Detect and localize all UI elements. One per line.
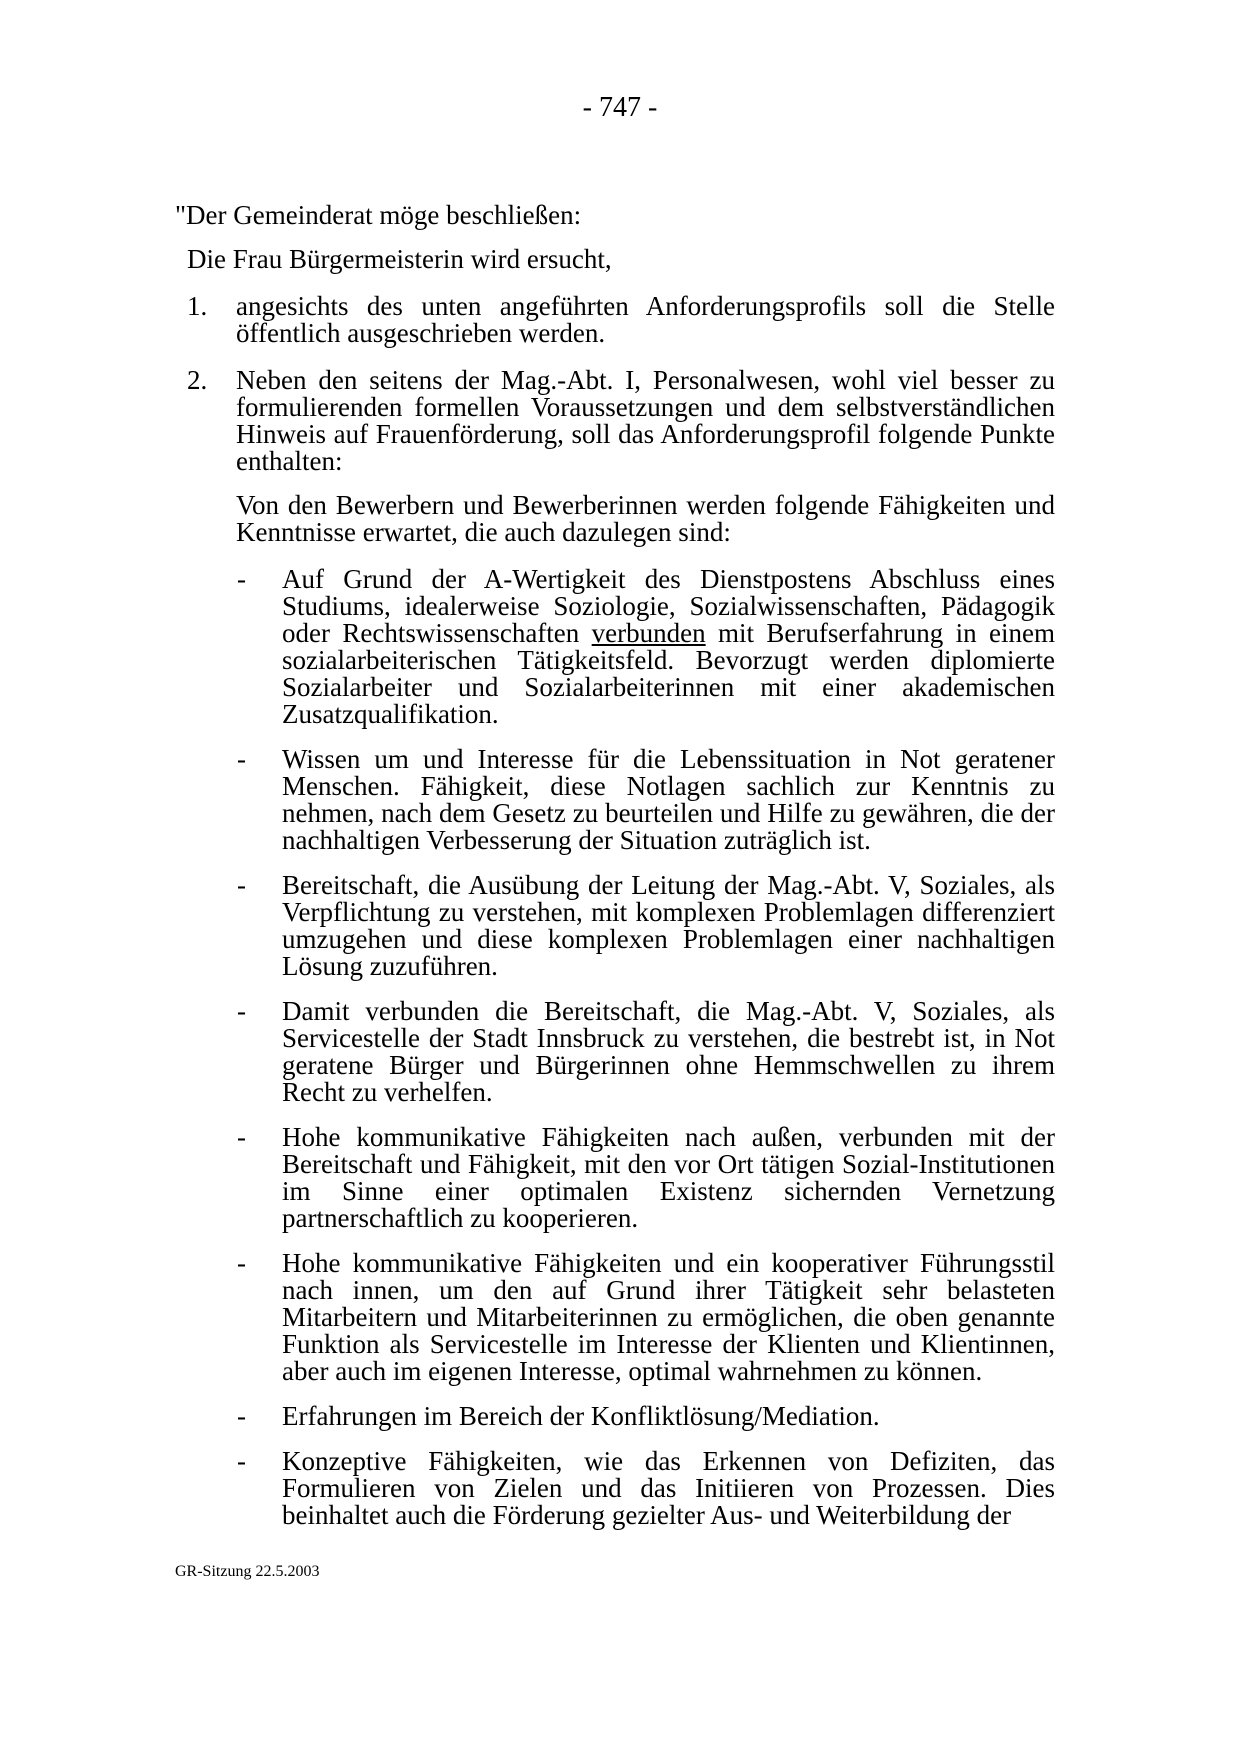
requirements-intro: Von den Bewerbern und Bewerberinnen werden folgende Fähigkeiten und Kenntnisse erwartet, die auch dazulegen sind:: [236, 490, 1055, 547]
numbered-item-2: [175, 367, 1055, 475]
dash-bullet: -: [237, 1248, 246, 1278]
footer-session-date: GR-Sitzung 22.5.2003: [175, 1563, 320, 1580]
item-text: angesichts des unten angeführten Anforderungsprofils soll die Stelle öffentlich ausgeschrieben werden.: [236, 291, 1055, 348]
requirement-text: Konzeptive Fähigkeiten, wie das Erkennen von Defiziten, das Formulieren von Zielen und das Initiieren von Prozessen. Dies beinhaltet auch die Förderung gezielter Aus- und Weiterbildung der: [282, 1446, 1055, 1530]
item-text: Neben den seitens der Mag.-Abt. I, Personalwesen, wohl viel besser zu formulierenden formellen Voraussetzungen und dem selbstverständlichen Hinweis auf Frauenförderung, soll das Anforderungsprofil folgende Punkte enthalten:: [236, 365, 1055, 476]
requirement-text: Bereitschaft, die Ausübung der Leitung der Mag.-Abt. V, Soziales, als Verpflichtung zu verstehen, mit komplexen Problemlagen differenziert umzugehen und diese komplexen Problemlagen einer nachhaltigen Lösung zuzuführen.: [282, 870, 1055, 981]
requirement-item-8: [175, 1448, 1055, 1529]
dash-bullet: -: [237, 870, 246, 900]
requirement-item-1: [175, 566, 1055, 728]
requirement-text: Hohe kommunikative Fähigkeiten nach außen, verbunden mit der Bereitschaft und Fähigkeit, mit den vor Ort tätigen Sozial-Institutionen im Sinne einer optimalen Existenz sichernden Vernetzung partnerschaftlich zu kooperieren.: [282, 1122, 1055, 1233]
requirement-text: Wissen um und Interesse für die Lebenssituation in Not geratener Menschen. Fähigkeit, diese Notlagen sachlich zur Kenntnis zu nehmen, nach dem Gesetz zu beurteilen und Hilfe zu gewähren, die der nachhaltigen Verbesserung der Situation zuträglich ist.: [282, 744, 1055, 855]
numbered-item-1: [175, 293, 1055, 347]
underlined-word: verbunden: [591, 618, 706, 648]
request-line: Die Frau Bürgermeisterin wird ersucht,: [187, 244, 612, 274]
item-number: 1.: [187, 291, 208, 321]
requirement-item-6: [175, 1250, 1055, 1385]
dash-bullet: -: [237, 1401, 246, 1431]
requirement-item-7: [175, 1403, 1055, 1430]
document-body: [175, 202, 1055, 1529]
requirement-item-2: [175, 746, 1055, 854]
motion-intro: "Der Gemeinderat möge beschließen:: [175, 200, 582, 230]
requirement-text: Hohe kommunikative Fähigkeiten und ein kooperativer Führungsstil nach innen, um den auf Grund ihrer Tätigkeit sehr belasteten Mitarbeitern und Mitarbeiterinnen zu ermöglichen, die oben genannte Funktion als Servicestelle im Interesse der Klienten und Klientinnen, aber auch im eigenen Interesse, optimal wahrnehmen zu können.: [282, 1248, 1055, 1386]
requirement-item-5: [175, 1124, 1055, 1232]
requirement-text: Erfahrungen im Bereich der Konfliktlösung/Mediation.: [282, 1401, 880, 1431]
requirement-item-4: [175, 998, 1055, 1106]
dash-bullet: -: [237, 1446, 246, 1476]
requirement-text: Damit verbunden die Bereitschaft, die Mag.-Abt. V, Soziales, als Servicestelle der Stadt Innsbruck zu verstehen, die bestrebt ist, in Not geratene Bürger und Bürgerinnen ohne Hemmschwellen zu ihrem Recht zu verhelfen.: [282, 996, 1055, 1107]
page-number: - 747 -: [582, 92, 658, 123]
dash-bullet: -: [237, 744, 246, 774]
requirement-text-part: mit Berufserfahrung in einem sozialarbeiterischen Tätigkeitsfeld. Bevorzugt werden diplomierte Sozialarbeiter und Sozialarbeiterinnen mit einer akademischen Zusatzqualifikation.: [282, 618, 1055, 729]
dash-bullet: -: [237, 564, 246, 594]
requirement-item-3: [175, 872, 1055, 980]
dash-bullet: -: [237, 1122, 246, 1152]
requirement-text-part: Auf Grund der A-Wertigkeit des Dienstpostens Abschluss eines Studiums, idealerweise Soziologie, Sozialwissenschaften, Pädagogik oder Rechtswissenschaften: [282, 564, 1055, 648]
dash-bullet: -: [237, 996, 246, 1026]
item-number: 2.: [187, 365, 208, 395]
